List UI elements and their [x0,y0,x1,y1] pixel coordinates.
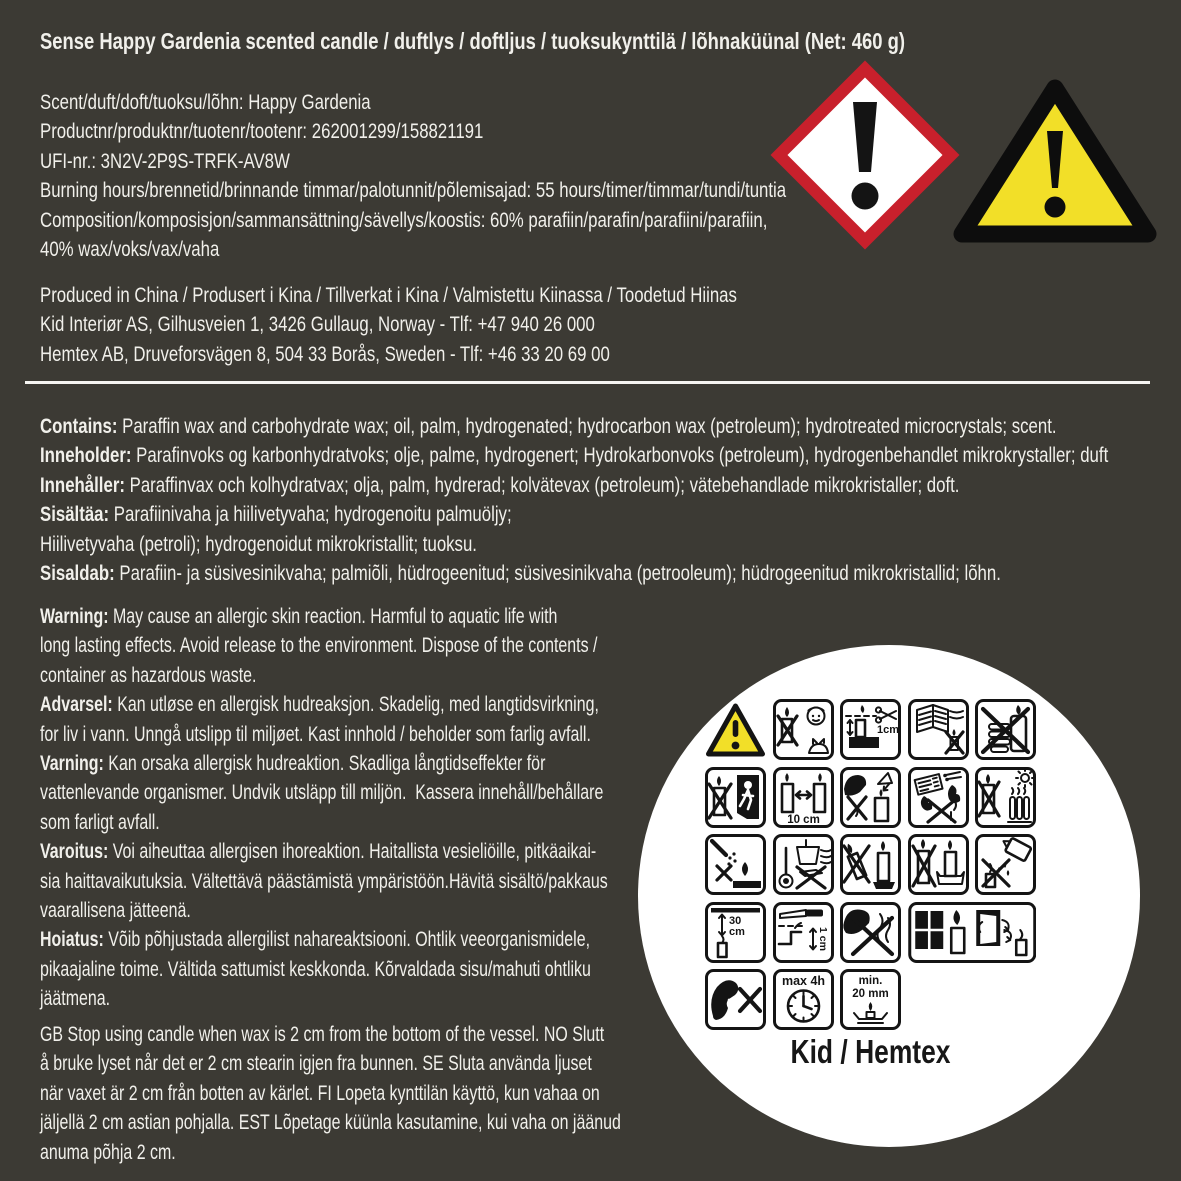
pictogram-cut-wick-1cm [773,902,834,963]
warning-line: sia haittavaikutuksia. Vältettävä päästämistä ympäristöön.Hävitä sisältö/pakkaus [40,869,608,893]
do-not-touch-icon [975,699,1036,760]
usage-line: när vaxet är 2 cm från botten av kärlet. FI Lopeta kynttilän käyttö, kun vahaa on [40,1081,600,1105]
avoid-drafts-icon [908,902,1037,963]
warning-line: Warning: May cause an allergic skin reaction. Harmful to aquatic life with [40,605,558,628]
pictogram-max-4h [773,969,834,1030]
warning-line: long lasting effects. Avoid release to the environment. Dispose of the contents / [40,634,598,658]
warning-line: Hoiatus: Võib põhjustada allergilist nahareaktsiooni. Ohtlik veeorganismidele, [40,928,591,952]
no-water-icon [975,834,1036,895]
svg-text:1 cm: 1 cm [816,926,829,951]
ingredients-line: Innehåller: Paraffinvax och kolhydratvax; olja, palm, hydrerad; kolvätevax (petroleum); vätebehandlade mikrokristaller; doft. [40,473,960,497]
product-info-line: Scent/duft/doft/tuoksu/lõhn: Happy Gardenia [40,91,371,114]
pictogram-use-snuffer [840,767,901,828]
brand-text: Kid / Hemtex [790,1033,951,1070]
no-debris-icon [705,834,766,895]
pictogram-min-20mm [840,969,901,1030]
product-info-line: Productnr/produktnr/tuotenr/tootenr: 262001299/158821191 [40,120,484,144]
pictogram-never-leave-unattended [705,767,766,828]
warning-triangle-icon [705,699,766,760]
svg-text:max 4h: max 4h [781,974,825,988]
pictogram-trim-wick-1cm [840,699,901,760]
usage-instructions-block [40,1020,621,1167]
unattended-candle-icon [705,767,766,828]
pictogram-no-debris [705,834,766,895]
contains-block [40,412,1108,588]
warning-line: Varning: Kan orsaka allergisk hudreaktion. Skadliga långtidseffekter för [40,752,546,776]
pictogram-keep-upright [840,834,901,895]
svg-text:10 cm: 10 cm [786,813,820,826]
svg-text:1cm: 1cm [877,724,900,736]
ingredients-line: Inneholder: Parafinvoks og karbonhydratvoks; olje, palme, hydrogenert; Hydrokarbonvoks (petroleum), hydrogenbehandlet mikrokrystaller; duft [40,444,1109,468]
children-pets-icon [773,699,834,760]
warning-line: container as hazardous waste. [40,663,257,687]
pictogram-grid [705,699,1036,1030]
flammable-objects-icon [908,767,969,828]
warning-line: jäätmena. [40,987,111,1011]
pictogram-heat-sources [975,767,1036,828]
snuffer-icon [840,767,901,828]
product-info-line: Composition/komposisjon/sammansättning/sävellys/koostis: 60% parafiin/parafin/parafiini/parafiin, [40,208,768,232]
warning-line: Varoitus: Voi aiheuttaa allergisen ihoreaktion. Haitallista vesieliöille, pitkäaikai- [40,840,597,864]
product-info-block [40,88,786,264]
usage-line: å bruke lyset når det er 2 cm stearin igjen fra bunnen. SE Sluta använda ljuset [40,1052,592,1076]
product-info-line: 40% wax/voks/vax/vaha [40,238,220,262]
warning-line: pikaajaline toime. Vältida sattumist keskkonda. Kõrvaldada sisu/mahuti ohtliku [40,957,591,981]
safety-pictograms-circle [638,645,1140,1147]
warnings-block [40,602,608,1014]
heat-sources-icon [975,767,1036,828]
producer-block [40,281,737,369]
product-info-line: Burning hours/brennetid/brinnande timmar/palotunnit/põlemisajad: 55 hours/timer/timmar/tundi/tuntia [40,179,787,203]
warning-line: for liv i vann. Unngå utslipp til miljøet. Kast innhold / beholder som farlig avfall. [40,722,591,746]
warning-line: Advarsel: Kan utløse en allergisk hudreaksjon. Skadelig, med langtidsvirkning, [40,693,599,717]
usage-line: GB Stop using candle when wax is 2 cm from the bottom of the vessel. NO Slutt [40,1023,605,1046]
pictogram-10cm-distance [773,767,834,828]
warning-triangle-icon [950,76,1160,248]
ingredients-line: Sisaldab: Parafiin- ja süsivesinikvaha; palmiõli, hüdrogeenitud; süsivesinikvaha (petrooleum); hüdrogeenitud mikrokristallid; lõhn. [40,562,1001,586]
warning-line: vattenlevande organismer. Undvik utsläpp till miljön. Kassera innehåll/behållare [40,781,604,805]
svg-text:30: 30 [729,914,742,927]
ghs07-exclamation-diamond-icon [770,60,960,250]
candle-distance-icon [773,767,834,828]
keep-upright-icon [840,834,901,895]
pictogram-flammable-materials [908,699,969,760]
min-20mm-icon [840,969,901,1030]
product-info-line: UFI-nr.: 3N2V-2P9S-TRFK-AV8W [40,149,290,173]
pictogram-keep-away-children-pets [773,699,834,760]
ingredients-line: Hiilivetyvaha (petroli); hydrogenoidut mikrokristallit; tuoksu. [40,532,477,556]
pictogram-avoid-drafts [908,902,1037,963]
trim-wick-icon [840,699,901,760]
pictogram-no-smoke [840,902,901,963]
pictogram-do-not-ingest [705,969,766,1030]
clearance-30cm-icon [705,902,766,963]
product-title: Sense Happy Gardenia scented candle / duftlys / doftljus / tuoksukynttilä / lõhnaküünal (Net: 460 g) [40,28,905,54]
use-holder-icon [908,834,969,895]
ingredients-line: Sisältäa: Parafiinivaha ja hiilivetyvaha; hydrogenoitu palmuöljy; [40,503,512,527]
producer-line: Kid Interiør AS, Gilhusveien 1, 3426 Gullaug, Norway - Tlf: +47 940 26 000 [40,313,595,337]
warning-line: vaarallisena jätteenä. [40,899,191,923]
do-not-ingest-icon [705,969,766,1030]
pictogram-use-holder [908,834,969,895]
producer-line: Hemtex AB, Druveforsvägen 8, 504 33 Borås, Sweden - Tlf: +46 33 20 69 00 [40,342,610,366]
flammable-materials-icon [908,699,969,760]
svg-text:cm: cm [729,925,745,938]
clock-max-4h-icon [773,969,834,1030]
no-hot-surface-icon [773,834,834,895]
ingredients-line: Contains: Paraffin wax and carbohydrate wax; oil, palm, hydrogenated; hydrocarbon wax (petroleum); hydrotreated microcrystals; scent. [40,415,1057,438]
pictogram-no-hot-surface [773,834,834,895]
usage-line: jäljellä 2 cm astian pohjalla. EST Lõpetage küünla kasutamine, kui vaha on jäänud [40,1111,621,1135]
cut-wick-knife-icon [773,902,834,963]
pictogram-no-water [975,834,1036,895]
no-smoke-icon [840,902,901,963]
producer-line: Produced in China / Produsert i Kina / Tillverkat i Kina / Valmistettu Kiinassa / Toodetud Hiinas [40,284,737,307]
pictogram-warning-triangle [705,699,766,760]
divider-line [25,381,1150,384]
svg-text:min.: min. [858,975,883,987]
usage-line: anuma põhja 2 cm. [40,1140,176,1164]
pictogram-30cm-clearance [705,902,766,963]
pictogram-do-not-touch [975,699,1036,760]
svg-text:20 mm: 20 mm [852,988,889,1000]
pictogram-flammable-objects [908,767,969,828]
warning-line: som farligt avfall. [40,810,160,834]
